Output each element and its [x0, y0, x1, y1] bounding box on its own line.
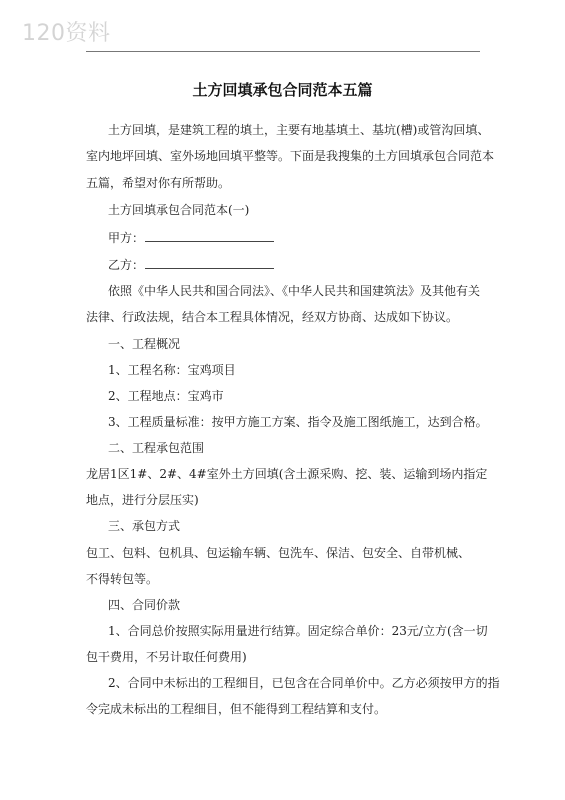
price-paragraph-1-line-1: 1、合同总价按照实际用量进行结算。固定综合单价：23元/立方(含一切 — [108, 624, 488, 638]
method-paragraph-line-1: 包工、包料、包机具、包运输车辆、包洗车、保洁、包安全、自带机械、 — [86, 546, 471, 560]
price-paragraph-2-line-2: 令完成未标出的工程细目，但不能得到工程结算和支付。 — [86, 702, 387, 716]
party-a-line — [108, 229, 274, 246]
party-b-line — [108, 256, 274, 273]
price-paragraph-2-line-1: 2、合同中未标出的工程细目，已包含在合同单价中。乙方必须按甲方的指 — [108, 676, 500, 690]
section-heading-overview: 一、工程概况 — [108, 337, 181, 351]
watermark-logo: 120资料 — [22, 21, 111, 46]
scope-paragraph-line-2: 地点，进行分层压实) — [86, 493, 199, 507]
price-paragraph-1-line-2: 包干费用，不另计取任何费用) — [86, 650, 247, 664]
document-title: 土方回填承包合同范本五篇 — [192, 81, 373, 99]
party-a-label: 甲方： — [108, 231, 145, 245]
party-a-blank — [145, 229, 274, 242]
scope-paragraph-line-1: 龙居1区1#、2#、4#室外土方回填(含土源采购、挖、装、运输到场内指定 — [86, 467, 488, 481]
intro-paragraph-line-2: 室内地坪回填、室外场地回填平整等。下面是我搜集的土方回填承包合同范本 — [86, 149, 495, 163]
section-heading-contracting-method: 三、承包方式 — [108, 519, 181, 533]
party-b-label: 乙方： — [108, 258, 145, 272]
section-heading-contract-one: 土方回填承包合同范本(一) — [108, 203, 250, 217]
method-paragraph-line-2: 不得转包等。 — [86, 572, 159, 586]
intro-paragraph-line-3: 五篇，希望对你有所帮助。 — [86, 176, 231, 190]
project-name-line: 1、工程名称：宝鸡项目 — [108, 363, 236, 377]
header-divider — [86, 51, 480, 52]
quality-standard-line: 3、工程质量标准：按甲方施工方案、指令及施工图纸施工，达到合格。 — [108, 415, 488, 429]
section-heading-contract-price: 四、合同价款 — [108, 598, 181, 612]
party-b-blank — [145, 256, 274, 269]
basis-paragraph-line-2: 法律、行政法规，结合本工程具体情况，经双方协商、达成如下协议。 — [86, 310, 459, 324]
intro-paragraph-line-1: 土方回填，是建筑工程的填土，主要有地基填土、基坑(槽)或管沟回填、 — [108, 123, 490, 137]
project-location-line: 2、工程地点：宝鸡市 — [108, 389, 224, 403]
section-heading-scope: 二、工程承包范围 — [108, 441, 205, 455]
basis-paragraph-line-1: 依照《中华人民共和国合同法》、《中华人民共和国建筑法》及其他有关 — [108, 284, 481, 298]
